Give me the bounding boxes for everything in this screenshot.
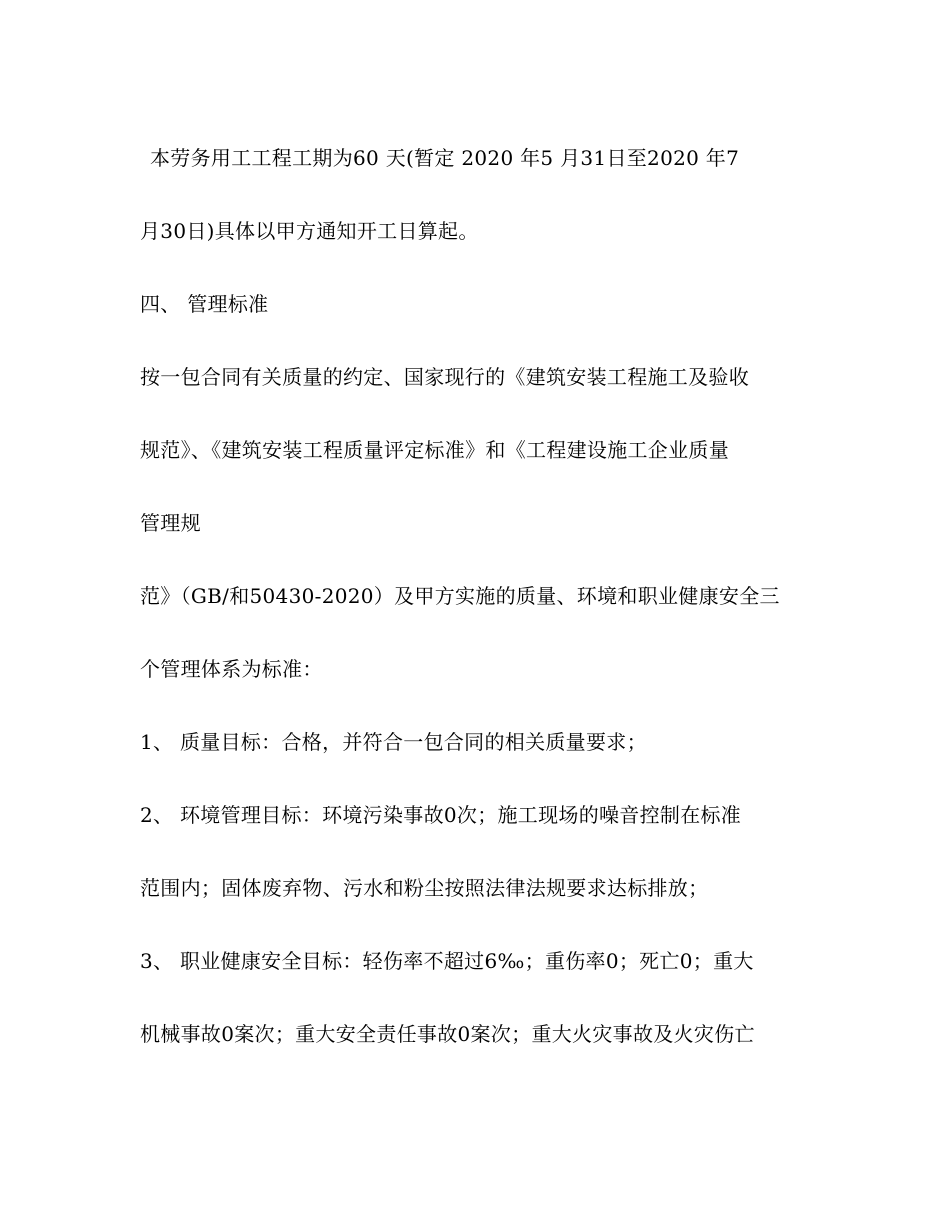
paragraph-line-standards-5: 个管理体系为标准：	[140, 657, 323, 681]
list-item-safety-target-2: 机械事故0案次；重大安全责任事故0案次；重大火灾事故及火灾伤亡	[140, 1022, 755, 1046]
paragraph-line-standards-2: 规范》、《建筑安装工程质量评定标准》和《工程建设施工企业质量	[140, 438, 729, 462]
paragraph-line-standards-4: 范》（GB/和50430-2020）及甲方实施的质量、环境和职业健康安全三	[140, 584, 780, 608]
list-item-safety-target-1: 3、 职业健康安全目标：轻伤率不超过6‰；重伤率0；死亡0；重大	[140, 949, 754, 973]
paragraph-line-schedule-2: 月30日)具体以甲方通知开工日算起。	[140, 219, 479, 243]
list-item-environment-target-1: 2、 环境管理目标：环境污染事故0次；施工现场的噪音控制在标准	[140, 803, 742, 827]
section-heading-management-standards: 四、 管理标准	[140, 292, 269, 316]
list-item-environment-target-2: 范围内；固体废弃物、污水和粉尘按照法律法规要求达标排放；	[140, 876, 709, 900]
list-item-quality-target: 1、 质量目标：合格，并符合一包合同的相关质量要求；	[140, 730, 647, 754]
paragraph-line-schedule-1: 本劳务用工工程工期为60 天(暂定 2020 年5 月31日至2020 年7	[150, 146, 740, 170]
paragraph-line-standards-3: 管理规	[140, 511, 201, 535]
paragraph-line-standards-1: 按一包合同有关质量的约定、国家现行的《建筑安装工程施工及验收	[140, 365, 749, 389]
